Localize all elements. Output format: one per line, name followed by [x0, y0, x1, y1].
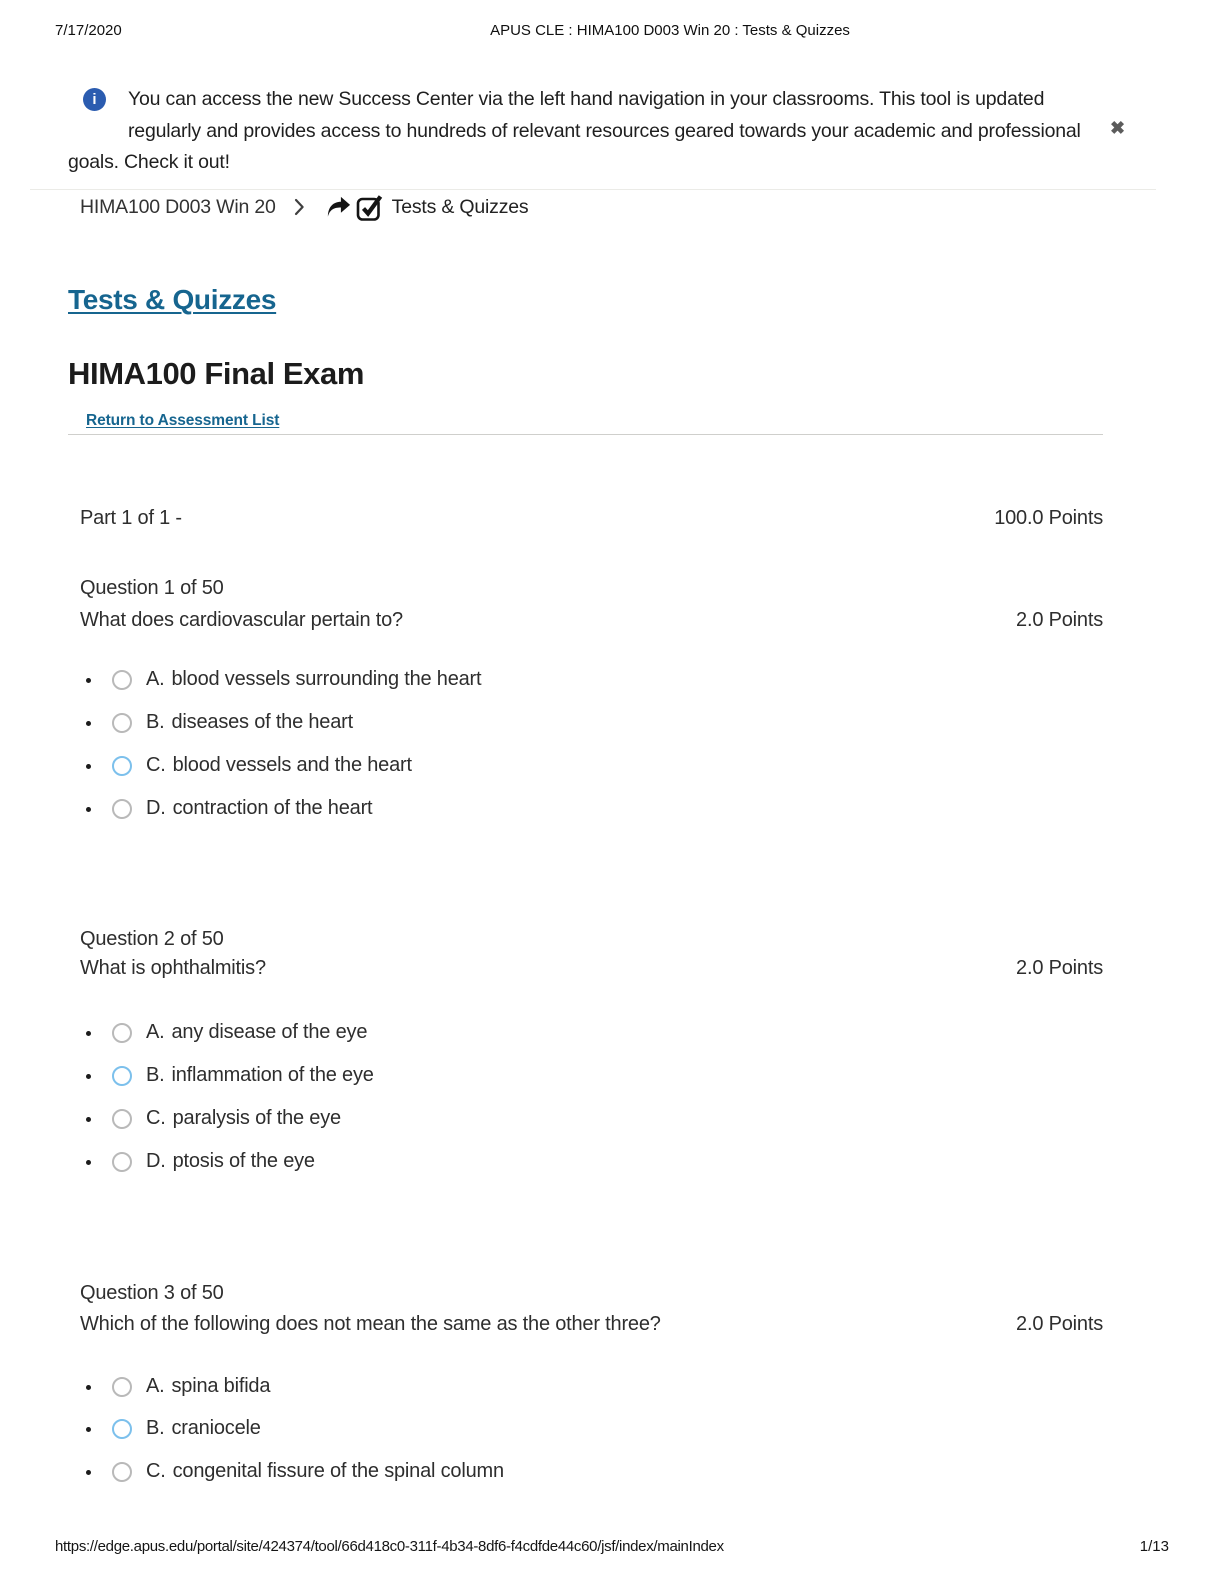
option-text: craniocele [171, 1417, 261, 1439]
option-text: congenital fissure of the spinal column [172, 1460, 504, 1482]
option-letter: B. [146, 1417, 165, 1439]
checked-box-icon [356, 194, 384, 221]
list-bullet [86, 1117, 91, 1122]
answer-option[interactable] [80, 1019, 780, 1047]
option-letter: C. [146, 754, 166, 776]
info-icon [83, 88, 106, 111]
question-points: 2.0 Points [1016, 1313, 1103, 1335]
option-text: any disease of the eye [171, 1021, 368, 1043]
part-points: 100.0 Points [994, 507, 1103, 529]
list-bullet [86, 1385, 91, 1390]
option-text: ptosis of the eye [172, 1150, 315, 1172]
list-bullet [86, 1470, 91, 1475]
option-text: diseases of the heart [171, 711, 353, 733]
question-text: What is ophthalmitis? [80, 957, 266, 979]
answer-option[interactable] [80, 666, 780, 694]
list-bullet [86, 764, 91, 769]
title-divider [68, 434, 1103, 435]
banner-text-line-1: You can access the new Success Center via the left hand navigation in your classrooms. This tool is updated [128, 88, 1045, 110]
option-letter: C. [146, 1107, 166, 1129]
question-number: Question 1 of 50 [80, 577, 224, 599]
info-icon-glyph: i [92, 91, 97, 108]
print-page-title: APUS CLE : HIMA100 D003 Win 20 : Tests & Quizzes [490, 22, 850, 39]
answer-option[interactable] [80, 1373, 780, 1401]
radio-button[interactable] [112, 1462, 132, 1482]
answer-option[interactable] [80, 1148, 780, 1176]
answer-option[interactable] [80, 1458, 780, 1486]
chevron-right-icon [294, 198, 305, 216]
option-letter: A. [146, 668, 165, 690]
breadcrumb-site-link[interactable]: HIMA100 D003 Win 20 [80, 195, 276, 218]
radio-button[interactable] [112, 1023, 132, 1043]
list-bullet [86, 807, 91, 812]
list-bullet [86, 1074, 91, 1079]
option-text: spina bifida [171, 1375, 271, 1397]
option-letter: D. [146, 1150, 166, 1172]
list-bullet [86, 1160, 91, 1165]
option-text: contraction of the heart [172, 797, 373, 819]
return-to-assessment-list-link[interactable]: Return to Assessment List [86, 412, 280, 429]
question-text: What does cardiovascular pertain to? [80, 609, 403, 631]
print-date: 7/17/2020 [55, 22, 122, 39]
option-letter: A. [146, 1021, 165, 1043]
print-footer-url: https://edge.apus.edu/portal/site/424374/tool/66d418c0-311f-4b34-8df6-f4cdfde44c60/jsf/index/mainIndex [55, 1538, 724, 1555]
option-text: blood vessels and the heart [172, 754, 412, 776]
radio-button[interactable] [112, 1066, 132, 1086]
question-points: 2.0 Points [1016, 957, 1103, 979]
option-letter: B. [146, 711, 165, 733]
answer-option[interactable] [80, 1062, 780, 1090]
list-bullet [86, 1427, 91, 1432]
answer-option[interactable] [80, 1415, 780, 1443]
radio-button[interactable] [112, 799, 132, 819]
option-letter: C. [146, 1460, 166, 1482]
list-bullet [86, 721, 91, 726]
breadcrumb [80, 193, 528, 221]
answer-option[interactable] [80, 752, 780, 780]
question-text: Which of the following does not mean the same as the other three? [80, 1313, 661, 1335]
breadcrumb-divider [30, 189, 1156, 190]
question-number: Question 3 of 50 [80, 1282, 224, 1304]
close-icon[interactable]: ✖ [1110, 118, 1126, 138]
answer-option[interactable] [80, 795, 780, 823]
part-label: Part 1 of 1 - [80, 507, 182, 529]
answer-option[interactable] [80, 1105, 780, 1133]
option-text: blood vessels surrounding the heart [171, 668, 482, 690]
tests-quizzes-heading-link[interactable]: Tests & Quizzes [68, 284, 277, 315]
option-text: inflammation of the eye [171, 1064, 374, 1086]
radio-button[interactable] [112, 756, 132, 776]
option-text: paralysis of the eye [172, 1107, 341, 1129]
list-bullet [86, 678, 91, 683]
radio-button[interactable] [112, 1419, 132, 1439]
radio-button[interactable] [112, 1152, 132, 1172]
print-page-number: 1/13 [1139, 1538, 1169, 1555]
option-letter: D. [146, 797, 166, 819]
forward-arrow-icon[interactable] [325, 195, 352, 219]
option-letter: B. [146, 1064, 165, 1086]
exam-title: HIMA100 Final Exam [68, 356, 365, 391]
radio-button[interactable] [112, 1109, 132, 1129]
radio-button[interactable] [112, 1377, 132, 1397]
banner-text-line-3: goals. Check it out! [68, 151, 230, 173]
radio-button[interactable] [112, 670, 132, 690]
banner-text-line-2: regularly and provides access to hundreds of relevant resources geared towards your academic and professional [128, 120, 1081, 142]
radio-button[interactable] [112, 713, 132, 733]
option-letter: A. [146, 1375, 165, 1397]
list-bullet [86, 1031, 91, 1036]
question-points: 2.0 Points [1016, 609, 1103, 631]
breadcrumb-tool-label[interactable]: Tests & Quizzes [391, 195, 529, 218]
answer-option[interactable] [80, 709, 780, 737]
question-number: Question 2 of 50 [80, 928, 224, 950]
